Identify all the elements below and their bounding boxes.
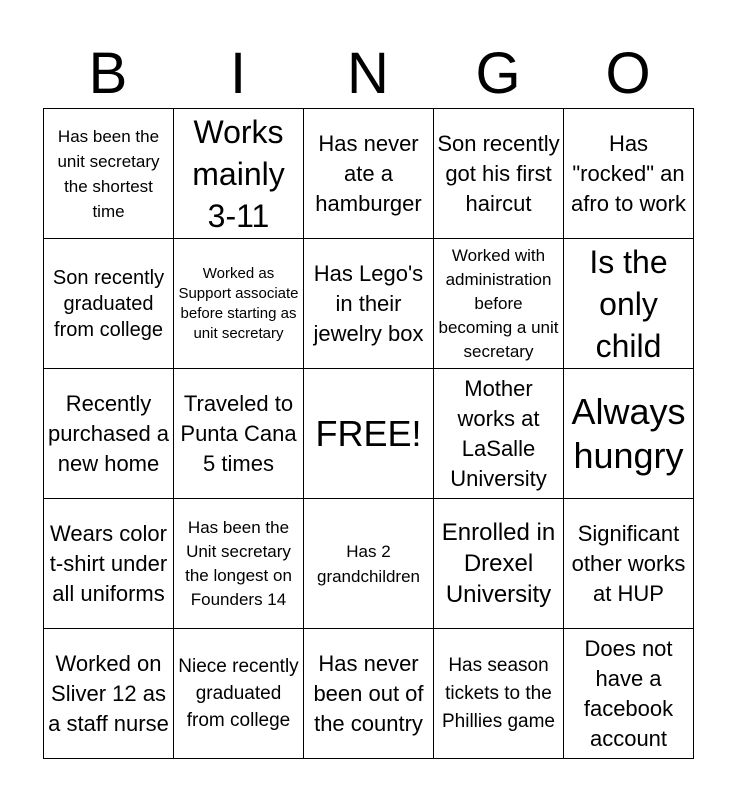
grid-row: [44, 369, 694, 499]
cell-text: Always hungry: [571, 390, 686, 476]
bingo-grid: [43, 108, 694, 759]
cell-text: FREE!: [315, 412, 422, 454]
cell-text: Is the only child: [589, 243, 668, 364]
cell-text: Significant other works at HUP: [571, 520, 686, 606]
cell-text: Has season tickets to the Phillies game: [442, 654, 555, 732]
cell-text: Niece recently graduated from college: [178, 656, 299, 731]
bingo-cell: [174, 499, 304, 629]
cell-text: Has "rocked" an afro to work: [571, 130, 686, 216]
cell-text: Recently purchased a new home: [47, 390, 170, 476]
cell-text: Has never ate a hamburger: [315, 130, 422, 216]
bingo-cell: [304, 109, 434, 239]
bingo-cell: [44, 499, 174, 629]
bingo-cell: [564, 629, 694, 759]
cell-text: Worked with administration before becoming a unit secretary: [438, 245, 559, 361]
cell-text: Wears color t-shirt under all uniforms: [49, 520, 168, 606]
bingo-header: [43, 40, 693, 108]
bingo-cell: [304, 629, 434, 759]
cell-text: Son recently graduated from college: [52, 266, 165, 341]
bingo-cell: [434, 499, 564, 629]
cell-text: Son recently got his first haircut: [437, 130, 560, 216]
header-letter-i: I: [229, 41, 247, 106]
cell-text: Has never been out of the country: [313, 650, 424, 736]
grid-row: [44, 239, 694, 369]
cell-text: Has been the Unit secretary the longest on Founders 14: [185, 517, 292, 609]
header-letter-b: B: [88, 41, 128, 106]
bingo-cell: [564, 499, 694, 629]
bingo-cell: [434, 629, 564, 759]
bingo-cell: [174, 629, 304, 759]
bingo-cell: [304, 499, 434, 629]
bingo-cell: [44, 369, 174, 499]
bingo-cell: [434, 369, 564, 499]
cell-text: Traveled to Punta Cana 5 times: [180, 390, 297, 476]
bingo-cell: [564, 239, 694, 369]
grid-row: [44, 629, 694, 759]
cell-text: Does not have a facebook account: [583, 635, 674, 751]
cell-text: Has 2 grandchildren: [316, 541, 420, 586]
bingo-cell: [44, 629, 174, 759]
grid-row: [44, 109, 694, 239]
cell-text: Enrolled in Drexel University: [441, 519, 556, 608]
bingo-cell: [304, 239, 434, 369]
bingo-cell: [174, 109, 304, 239]
bingo-cell: [44, 239, 174, 369]
cell-text: Worked on Sliver 12 as a staff nurse: [48, 650, 169, 736]
cell-text: Worked as Support associate before starting as unit secretary: [178, 264, 299, 342]
cell-text: Has been the unit secretary the shortest time: [57, 126, 160, 221]
header-letter-n: N: [347, 41, 389, 106]
bingo-cell: [434, 109, 564, 239]
bingo-cell: [174, 239, 304, 369]
cell-text: Mother works at LaSalle University: [450, 375, 547, 491]
bingo-cell: [434, 239, 564, 369]
bingo-cell: [564, 109, 694, 239]
free-space: [304, 369, 434, 499]
bingo-cell: [44, 109, 174, 239]
cell-text: Has Lego's in their jewelry box: [313, 260, 424, 346]
cell-text: Works mainly 3-11: [192, 113, 285, 234]
bingo-cell: [564, 369, 694, 499]
header-letter-o: O: [605, 41, 651, 106]
grid-row: [44, 499, 694, 629]
header-letter-g: G: [475, 41, 521, 106]
bingo-cell: [174, 369, 304, 499]
